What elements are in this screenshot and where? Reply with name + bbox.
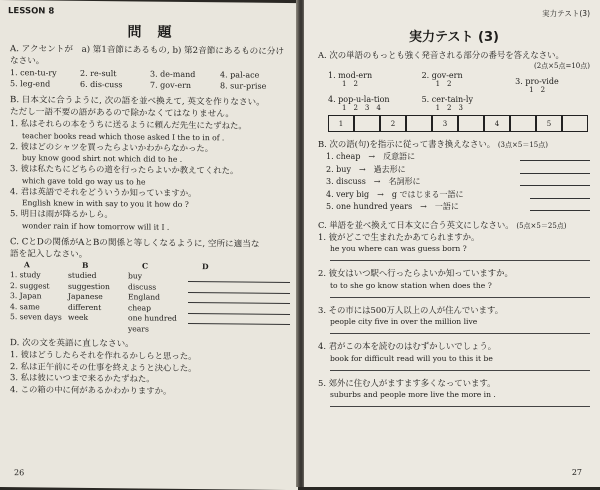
word: 2. gov-ern 1 2 bbox=[421, 71, 463, 88]
b-item-ja: 5. 明日は雨が降るかしら。 bbox=[10, 208, 113, 220]
answer-box-label: 4 bbox=[484, 115, 510, 132]
word: 3. pro-vide 1 2 bbox=[515, 77, 559, 94]
page-number: 27 bbox=[571, 468, 582, 477]
answer-box[interactable] bbox=[458, 115, 484, 132]
word: 1. mod-ern 1 2 bbox=[328, 71, 373, 88]
d-item: 4. この箱の中に何があるかわかりますか。 bbox=[10, 383, 172, 396]
c-item-en: he you where can was guess born ? bbox=[330, 244, 467, 253]
answer-box-row bbox=[328, 115, 590, 132]
section-c-heading: C. 単語を並べ換えて日本文に合う英文にしなさい。 (5点×5＝25点) bbox=[318, 219, 567, 230]
c-item-ja: 1. 彼がどこで生まれたかあてられますか。 bbox=[318, 231, 480, 242]
page-number: 26 bbox=[14, 468, 25, 478]
section-b-heading: B. 次の語(句)を指示に従って書き換えなさい。 (3点×5＝15点) bbox=[318, 139, 548, 149]
d-item: 2. 私は正午前にその仕事を終えようと決心した。 bbox=[10, 360, 197, 373]
b-item-en: teacher books read which those asked I the to in of . bbox=[22, 130, 225, 142]
b-item-ja: 2. 彼はどのシャツを買ったらよいかわからなかった。 bbox=[10, 140, 214, 153]
answer-line[interactable] bbox=[330, 406, 590, 407]
section-b-heading-2: ただし一語不要の語があるので除かなくてはなりません。 bbox=[10, 107, 234, 120]
list-item: 4. very big → g ではじまる一語に bbox=[326, 189, 590, 202]
answer-blank[interactable] bbox=[520, 164, 590, 174]
list-item: 2. buy → 過去形に bbox=[326, 164, 590, 177]
page-title: 問 題 bbox=[127, 24, 173, 41]
b-item-en: which gave told go way us to he bbox=[22, 175, 146, 187]
section-c-table bbox=[10, 270, 290, 336]
word: 7. gov-ern bbox=[150, 80, 192, 91]
answer-line[interactable] bbox=[330, 297, 590, 298]
table-row: 4. same different cheap bbox=[10, 302, 290, 315]
c-item-en: to to she go know station when does the ? bbox=[330, 280, 492, 290]
answer-box-label: 2 bbox=[380, 115, 406, 132]
c-item-en: suburbs and people more live the more in . bbox=[330, 390, 496, 399]
lesson-header: LESSON 8 bbox=[8, 6, 55, 17]
section-b-list bbox=[10, 118, 290, 233]
answer-blank[interactable] bbox=[188, 272, 290, 283]
section-c-list bbox=[318, 232, 590, 408]
section-c-col-headers: A B C D bbox=[24, 259, 209, 271]
answer-line[interactable] bbox=[330, 260, 590, 261]
d-item: 1. 彼はどうしたらそれを作れるかしらと思った。 bbox=[10, 349, 197, 362]
section-b-heading: B. 日本文に合うように, 次の語を並べ換えて, 英文を作りなさい。 bbox=[10, 95, 265, 108]
section-d-heading: D. 次の文を英語に直しなさい。 bbox=[10, 338, 134, 350]
b-item-en: English knew in with say to you it how do ? bbox=[22, 198, 189, 209]
word: 5. leg-end bbox=[10, 79, 51, 89]
c-item-ja: 3. その市には500万人以上の人が住んでいます。 bbox=[318, 304, 504, 315]
d-item: 3. 私は彼にいつまで来るかたずねた。 bbox=[10, 372, 155, 384]
table-row: 3. Japan Japanese England bbox=[10, 291, 290, 304]
answer-blank[interactable] bbox=[520, 151, 590, 161]
answer-box-label: 1 bbox=[328, 115, 354, 132]
answer-line[interactable] bbox=[330, 370, 590, 371]
word: 4. pal-ace bbox=[220, 70, 260, 80]
c-item-ja: 5. 郊外に住む人がますます多くなっています。 bbox=[318, 377, 496, 388]
answer-line[interactable] bbox=[330, 333, 590, 334]
answer-blank[interactable] bbox=[188, 293, 290, 304]
c-item-ja: 2. 彼女はいつ駅へ行ったらよいか知っていますか。 bbox=[318, 268, 513, 278]
word: 4. pop-u-la-tion 1 2 3 4 bbox=[328, 95, 390, 112]
table-row: 2. suggest suggestion discuss bbox=[10, 281, 290, 294]
section-b-list bbox=[326, 151, 590, 214]
section-a-words-row2 bbox=[10, 78, 290, 92]
c-item-en: people city five in over the million live bbox=[330, 317, 478, 326]
word: 2. re-sult bbox=[80, 68, 117, 79]
word: 8. sur-prise bbox=[220, 81, 267, 91]
section-a-heading: A. アクセントが a) 第1音節にあるもの, b) 第2音節にあるものに分けなさい。 bbox=[10, 44, 285, 67]
right-page bbox=[304, 0, 600, 487]
section-c-heading-2: 語を記入しなさい。 bbox=[10, 248, 88, 260]
section-a-heading: A. 次の単語のもっとも強く発音される部分の番号を答えなさい。 bbox=[318, 50, 564, 60]
list-item: 1. cheap → 反意語に bbox=[326, 151, 590, 164]
test-title: 実力テスト (3) bbox=[409, 30, 499, 45]
answer-blank[interactable] bbox=[188, 282, 290, 293]
answer-box-label: 5 bbox=[536, 115, 562, 132]
c-item-ja: 4. 君がこの本を読むのはむずかしいでしょう。 bbox=[318, 341, 497, 351]
word: 3. de-mand bbox=[150, 69, 196, 80]
list-item: 3. discuss → 名詞形に bbox=[326, 176, 590, 189]
answer-box[interactable] bbox=[510, 115, 536, 132]
b-item-ja: 1. 私はそれらの本をうちに送るように頼んだ先生にたずねた。 bbox=[10, 118, 247, 131]
answer-blank[interactable] bbox=[188, 314, 290, 325]
b-item-en: buy know good shirt not which did to he . bbox=[22, 153, 183, 164]
answer-blank[interactable] bbox=[530, 201, 590, 211]
answer-blank[interactable] bbox=[188, 303, 290, 314]
left-page bbox=[0, 0, 298, 490]
table-row: 1. study studied buy bbox=[10, 270, 290, 283]
section-a-words bbox=[328, 71, 590, 113]
table-row: 5. seven days week one hundred years bbox=[10, 312, 290, 336]
answer-box-label: 3 bbox=[432, 115, 458, 132]
b-item-ja: 4. 君は英語でそれをどういうか知っていますか。 bbox=[10, 185, 197, 198]
c-item-en: book for difficult read will you to this it be bbox=[330, 353, 493, 363]
section-c-heading: C. CとDの関係がAとBの関係と等しくなるように, 空所に適当な bbox=[10, 236, 260, 250]
word: 6. dis-cuss bbox=[80, 79, 123, 90]
b-item-ja: 3. 彼は私たちにどちらの道を行ったらよいか教えてくれた。 bbox=[10, 163, 239, 176]
answer-box[interactable] bbox=[354, 115, 380, 132]
answer-blank[interactable] bbox=[530, 189, 590, 199]
word: 5. cer-tain-ly 1 2 3 bbox=[421, 95, 473, 112]
answer-box[interactable] bbox=[406, 115, 432, 132]
running-header: 実力テスト(3) bbox=[542, 9, 590, 18]
list-item: 5. one hundred years → 一語に bbox=[326, 201, 590, 214]
score-note: (2点×5点=10点) bbox=[533, 62, 590, 70]
word: 1. cen-tu-ry bbox=[10, 68, 57, 78]
answer-blank[interactable] bbox=[520, 176, 590, 186]
b-item-en: wonder rain if how tomorrow will it I . bbox=[22, 220, 170, 232]
answer-box[interactable] bbox=[562, 115, 588, 132]
